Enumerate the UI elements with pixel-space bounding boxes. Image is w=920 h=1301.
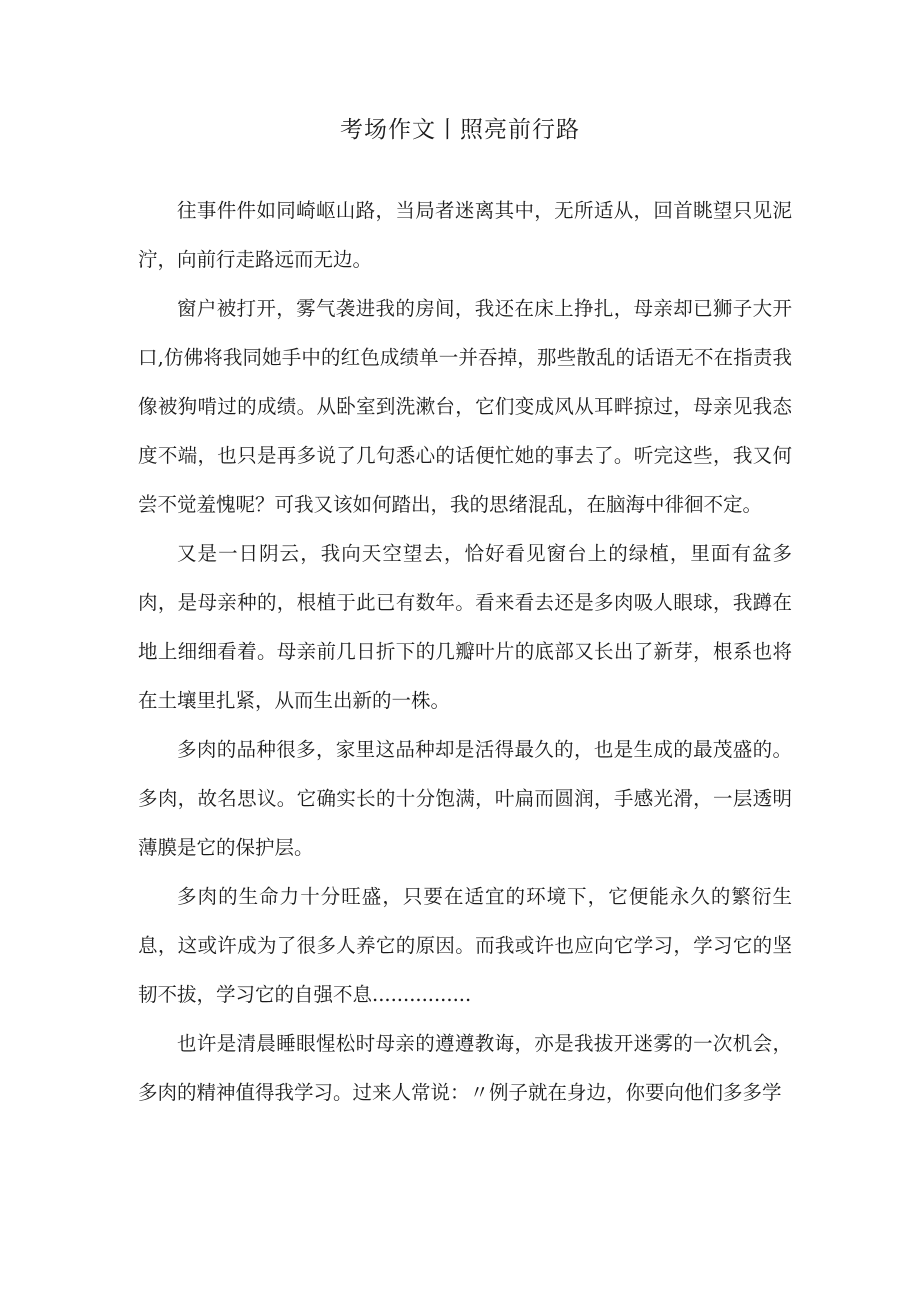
paragraph-2: 窗户被打开，雾气袭进我的房间，我还在床上挣扎，母亲却已狮子大开口,仿佛将我同她手中的红色成绩单一并吞掉，那些散乱的话语无不在指责我像被狗啃过的成绩。从卧室到洗漱台，它们变成风从耳畔掠过，母亲见我态度不端，也只是再多说了几句悉心的话便忙她的事去了。听完这些，我又何尝不觉羞愧呢？可我又该如何踏出，我的思绪混乱，在脑海中徘徊不定。 [138,297,792,516]
paragraph-4: 多肉的品种很多，家里这品种却是活得最久的，也是生成的最茂盛的。多肉，故名思议。它确实长的十分饱满，叶扁而圆润，手感光滑，一层透明薄膜是它的保护层。 [138,738,792,859]
paragraph-1: 往事件件如同崎岖山路，当局者迷离其中，无所适从，回首眺望只见泥泞，向前行走路远而无边。 [138,199,792,271]
paragraph-3: 又是一日阴云，我向天空望去，恰好看见窗台上的绿植，里面有盆多肉，是母亲种的，根植于此已有数年。看来看去还是多肉吸人眼球，我蹲在地上细细看着。母亲前几日折下的几瓣叶片的底部又长出了新芽，根系也将在土壤里扎紧，从而生出新的一株。 [138,542,792,712]
page-title: 考场作文丨照亮前行路 [340,117,580,143]
paragraph-5: 多肉的生命力十分旺盛，只要在适宜的环境下，它便能永久的繁衍生息，这或许成为了很多人养它的原因。而我或许也应向它学习，学习它的坚韧不拔，学习它的自强不息................ [138,885,792,1006]
paragraph-6: 也许是清晨睡眼惺松时母亲的遵遵教诲，亦是我拔开迷雾的一次机会，多肉的精神值得我学习。过来人常说：〃例子就在身边，你要向他们多多学 [138,1032,792,1104]
essay-body [138,186,792,1117]
